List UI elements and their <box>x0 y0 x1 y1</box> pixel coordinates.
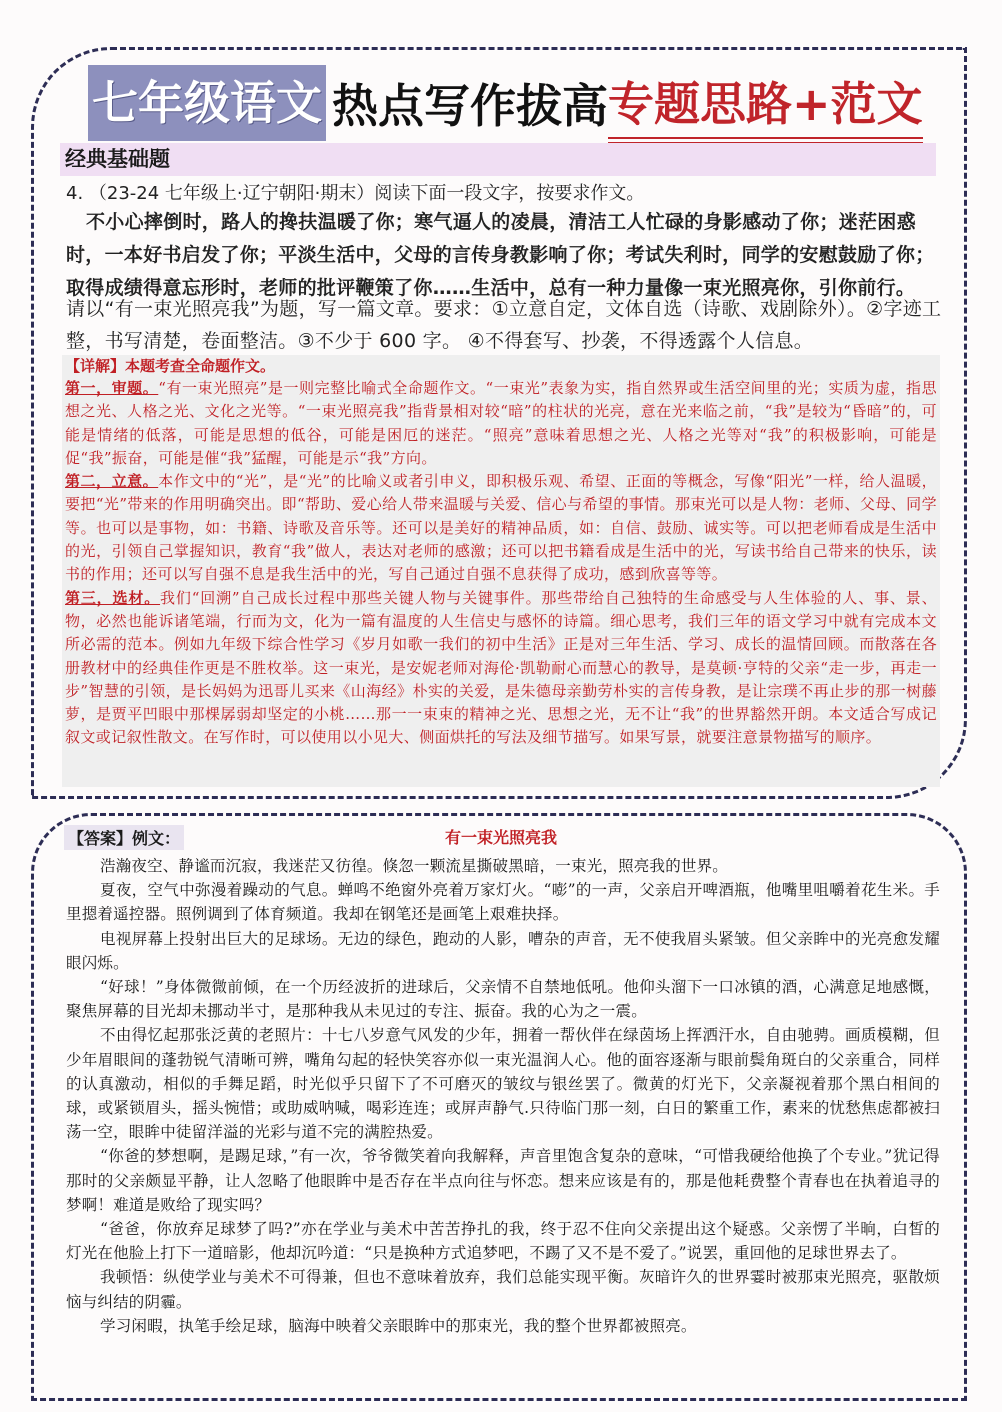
title-highlight: 专题思路+范文 <box>608 68 923 138</box>
analysis-step-1-label: 第一，审题。 <box>65 379 159 397</box>
analysis-step-1 <box>65 377 937 470</box>
page-title <box>88 64 923 142</box>
answer-label: 【答案】例文： <box>64 825 184 850</box>
analysis-step-3 <box>65 587 937 750</box>
essay-paragraph: 电视屏幕上投射出巨大的足球场。无边的绿色，跑动的人影，嘈杂的声音，无不使我眉头紧皱。但父亲眸中的光亮愈发耀眼闪烁。 <box>66 929 940 972</box>
analysis-step-3-text: 我们“回溯”自己成长过程中那些关键人物与关键事件。那些带给自己独特的生命感受与人生体验的人、事、景、物，必然也能诉诸笔端，行而为文，化为一篇有温度的人生信史与感怀的诗篇。细心思考，我们三年的语文学习中就有完成本文所必需的范本。例如九年级下综合性学习《岁月如歌一我们的初中生活》正是对三年生活、学习、成长的温情回顾。而散落在各册教材中的经典佳作更是不胜枚举。这一束光，是安妮老师对海伦·凯勒耐心而慧心的教导，是莫顿·亨特的父亲“走一步，再走一步”智慧的引领，是长妈妈为迅哥儿买来《山海经》朴实的关爱，是朱德母亲勤劳朴实的言传身教，是让宗璞不再止步的那一树藤萝，是贾平凹眼中那棵孱弱却坚定的小桃……那一一束束的精神之光、思想之光，无不让“我”的世界豁然开朗。本文适合写成记叙文或记叙性散文。在写作时，可以使用以小见大、侧面烘托的写法及细节描写。如果写景，就要注意景物描写的顺序。 <box>65 588 937 747</box>
essay-paragraph: 我顿悟：纵使学业与美术不可得兼，但也不意味着放弃，我们总能实现平衡。灰暗许久的世界霎时被那束光照亮，驱散烦恼与纠结的阴霾。 <box>66 1268 940 1311</box>
essay-title: 有一束光照亮我 <box>444 828 557 847</box>
essay-paragraph: 浩瀚夜空、静谧而沉寂，我迷茫又彷徨。倏忽一颗流星撕破黑暗，一束光，照亮我的世界。 <box>100 857 729 875</box>
essay-paragraph: “你爸的梦想啊，是踢足球，”有一次，爷爷微笑着向我解释，声音里饱含复杂的意味，“可惜我硬给他换了个专业。”犹记得那时的父亲颇显平静，让人忽略了他眼眸中是否存在半点向往与怀恋。想来应该是有的，那是他耗费整个青春也在执着追寻的梦啊！难道是败给了现实吗？ <box>66 1147 940 1214</box>
essay-paragraph: “好球！”身体微微前倾，在一个历经波折的进球后，父亲情不自禁地低吼。他仰头溜下一口冰镇的酒，心满意足地感慨，聚焦屏幕的目光却未挪动半寸，是那种我从未见过的专注、振奋。我的心为之一震。 <box>66 978 940 1021</box>
analysis-step-1-text: “有一束光照亮”是一则完整比喻式全命题作文。“一束光”表象为实，指自然界或生活空间里的光；实质为虚，指思想之光、人格之光、文化之光等。“一束光照亮我”指背景相对较“暗”的柱状的光亮，意在光来临之前，“我”是较为“昏暗”的，可能是情绪的低落，可能是思想的低谷，可能是困厄的迷茫。“照亮”意味着思想之光、人格之光等对“我”的积极影响，可能是促“我”振奋，可能是催“我”猛醒，可能是示“我”方向。 <box>65 379 938 467</box>
analysis-block <box>62 355 940 787</box>
analysis-step-2-text: 本作文中的“光”，是“光”的比喻义或者引申义，即积极乐观、希望、正面的等概念，写像“阳光”一样，给人温暖，要把“光”带来的作用明确突出。即“帮助、爱心给人带来温暖与关爱、信心与希望的事情。那束光可以是人物：老师、父母、同学等。也可以是事物，如：书籍、诗歌及音乐等。还可以是美好的精神品质，如：自信、鼓励、诚实等。可以把老师看成是生活中的光，引领自己掌握知识，教育“我”做人，表达对老师的感激；还可以把书籍看成是生活中的光，写读书给自己带来的快乐，读书的作用；还可以写自强不息是我生活中的光，写自己通过自强不息获得了成功，感到欣喜等等。 <box>65 472 937 584</box>
essay-paragraph: 学习闲暇，执笔手绘足球，脑海中映着父亲眼眸中的那束光，我的整个世界都被照亮。 <box>100 1316 697 1335</box>
analysis-step-2 <box>65 470 937 586</box>
analysis-heading: 【详解】本题考查全命题作文。 <box>65 357 276 375</box>
title-grade: 七年级语文 <box>88 65 326 141</box>
essay-paragraph: 不由得忆起那张泛黄的老照片：十七八岁意气风发的少年，拥着一帮伙伴在绿茵场上挥洒汗水，自由驰骋。画质模糊，但少年眉眼间的蓬勃锐气清晰可辨，嘴角勾起的轻快笑容亦似一束光温润人心。他的面容逐渐与眼前鬓角斑白的父亲重合，同样的认真激动，相似的手舞足蹈，时光似乎只留下了不可磨灭的皱纹与银丝罢了。微黄的灯光下，父亲凝视着那个黑白相间的球，或紧锁眉头，摇头惋惜；或助威呐喊，喝彩连连；或屏声静气.只待临门那一刻，白日的繁重工作，素来的忧愁焦虑都被扫荡一空，眼眸中徒留洋溢的光彩与道不完的满腔热爱。 <box>66 1026 940 1142</box>
question-requirement: 请以“有一束光照亮我”为题，写一篇文章。要求：①立意自定，文体自选（诗歌、戏剧除外）。②字迹工整，书写清楚，卷面整洁。③不少于 600 字。 ④不得套写、抄袭，不得透露个人信息。 <box>66 298 942 352</box>
section-heading: 经典基础题 <box>60 143 936 176</box>
essay-paragraph: 夏夜，空气中弥漫着躁动的气息。蝉鸣不绝窗外亮着万家灯火。“嘭”的一声，父亲启开啤酒瓶，他嘴里咀嚼着花生米。手里摁着遥控器。照例调到了体育频道。我却在钢笔还是画笔上艰难抉择。 <box>66 881 940 924</box>
analysis-step-2-label: 第二，立意。 <box>65 472 159 491</box>
essay-paragraph: “爸爸，你放弃足球梦了吗?”亦在学业与美术中苦苦挣扎的我，终于忍不住向父亲提出这个疑惑。父亲愣了半晌，白皙的灯光在他脸上打下一道暗影，他却沉吟道：“只是换种方式追梦吧，不踢了又不是不爱了。”说罢，重回他的足球世界去了。 <box>66 1220 940 1263</box>
question-paragraph: 不小心摔倒时，路人的搀扶温暖了你；寒气逼人的凌晨，清洁工人忙碌的身影感动了你；迷茫困惑时，一本好书启发了你；平淡生活中，父母的言传身教影响了你；考试失利时，同学的安慰鼓励了你；取得成绩得意忘形时，老师的批评鞭策了你……生活中，总有一种力量像一束光照亮你，引你前行。 <box>66 211 935 299</box>
essay-body <box>66 854 940 1338</box>
title-topic: 热点写作拔高 <box>332 79 608 133</box>
analysis-step-3-label: 第三，选材。 <box>65 588 161 607</box>
question-number: 4. （23-24 七年级上·辽宁朝阳·期末）阅读下面一段文字，按要求作文。 <box>66 183 645 204</box>
